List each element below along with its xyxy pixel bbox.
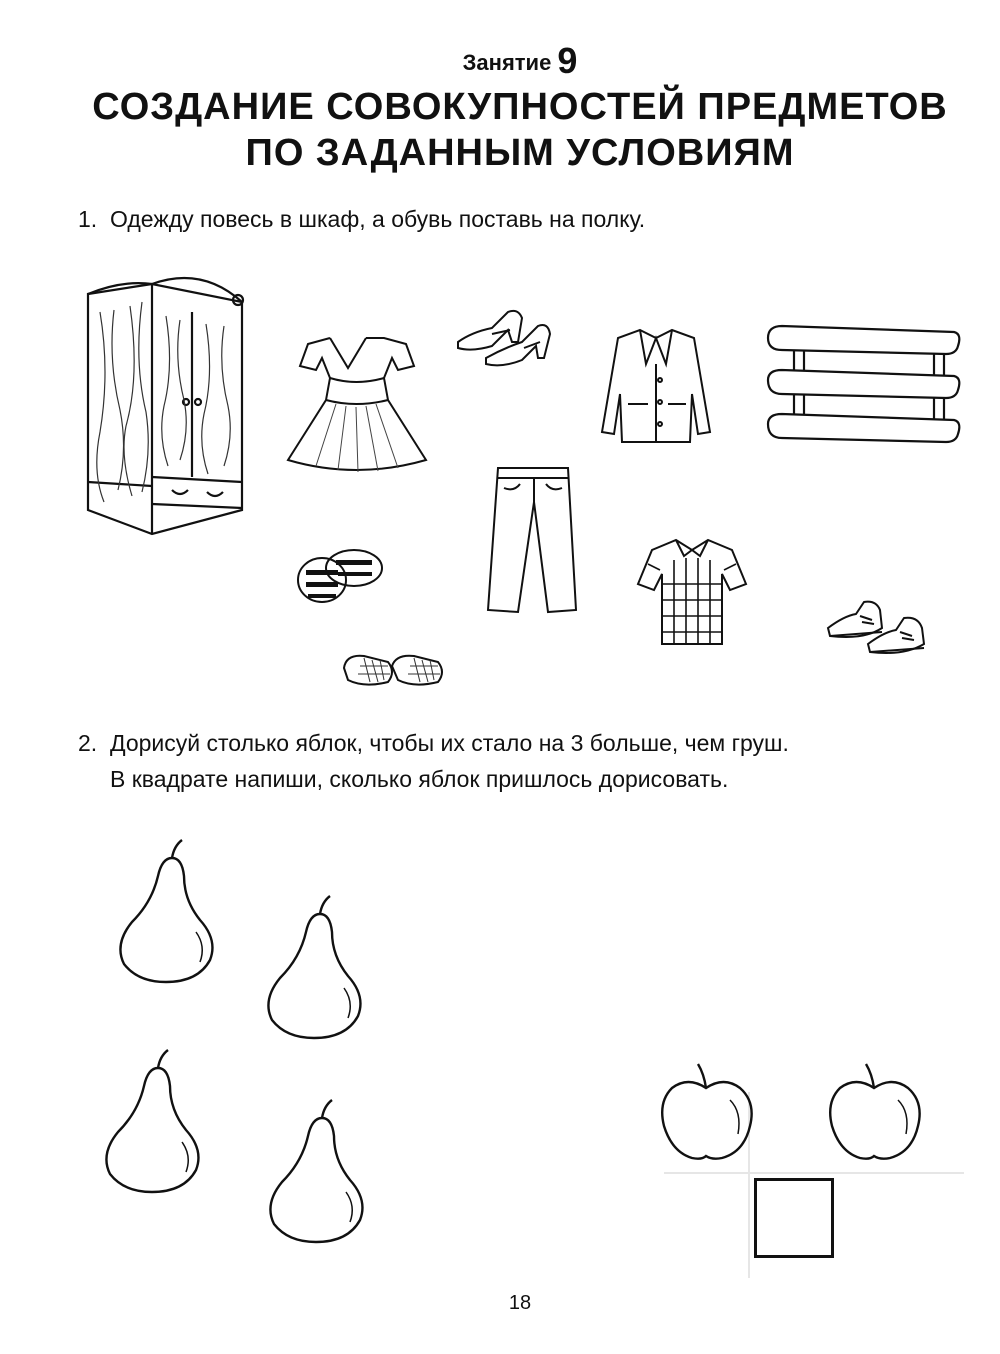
dress-icon[interactable]	[286, 330, 428, 475]
task2-instruction-line1	[78, 730, 789, 757]
page-title-line2: ПО ЗАДАННЫМ УСЛОВИЯМ	[245, 132, 795, 174]
slippers-icon[interactable]	[340, 648, 446, 696]
apple-icon	[826, 1060, 926, 1164]
shirt-icon[interactable]	[638, 534, 748, 648]
wardrobe-icon[interactable]	[82, 272, 252, 540]
task1-text: Одежду повесь в шкаф, а обувь поставь на полку.	[110, 206, 646, 232]
pear-icon	[262, 1096, 372, 1246]
task2-text-line2: В квадрате напиши, сколько яблок пришлось дорисовать.	[110, 766, 729, 792]
task2-text-line1: Дорисуй столько яблок, чтобы их стало на 3 больше, чем груш.	[110, 730, 789, 756]
apple-icon	[658, 1060, 758, 1164]
task2-number: 2.	[78, 730, 98, 756]
shoe-shelf-icon[interactable]	[764, 320, 964, 452]
lesson-label: Занятие	[462, 50, 552, 75]
pear-icon	[112, 836, 222, 986]
page-number: 18	[508, 1292, 532, 1314]
sneakers-icon[interactable]	[824, 594, 928, 660]
task1-number: 1.	[78, 206, 98, 232]
shoes-icon[interactable]	[452, 302, 554, 372]
sandals-icon[interactable]	[292, 540, 386, 610]
task1-instruction	[78, 206, 645, 233]
answer-box[interactable]	[754, 1178, 834, 1258]
pear-icon	[98, 1046, 208, 1196]
jacket-icon[interactable]	[598, 324, 714, 448]
lesson-heading	[0, 40, 1000, 82]
lesson-number: 9	[557, 40, 578, 81]
guide-line	[664, 1172, 964, 1174]
page-title-line1: СОЗДАНИЕ СОВОКУПНОСТЕЙ ПРЕДМЕТОВ	[92, 86, 948, 128]
trousers-icon[interactable]	[484, 462, 580, 618]
pear-icon	[260, 892, 370, 1042]
